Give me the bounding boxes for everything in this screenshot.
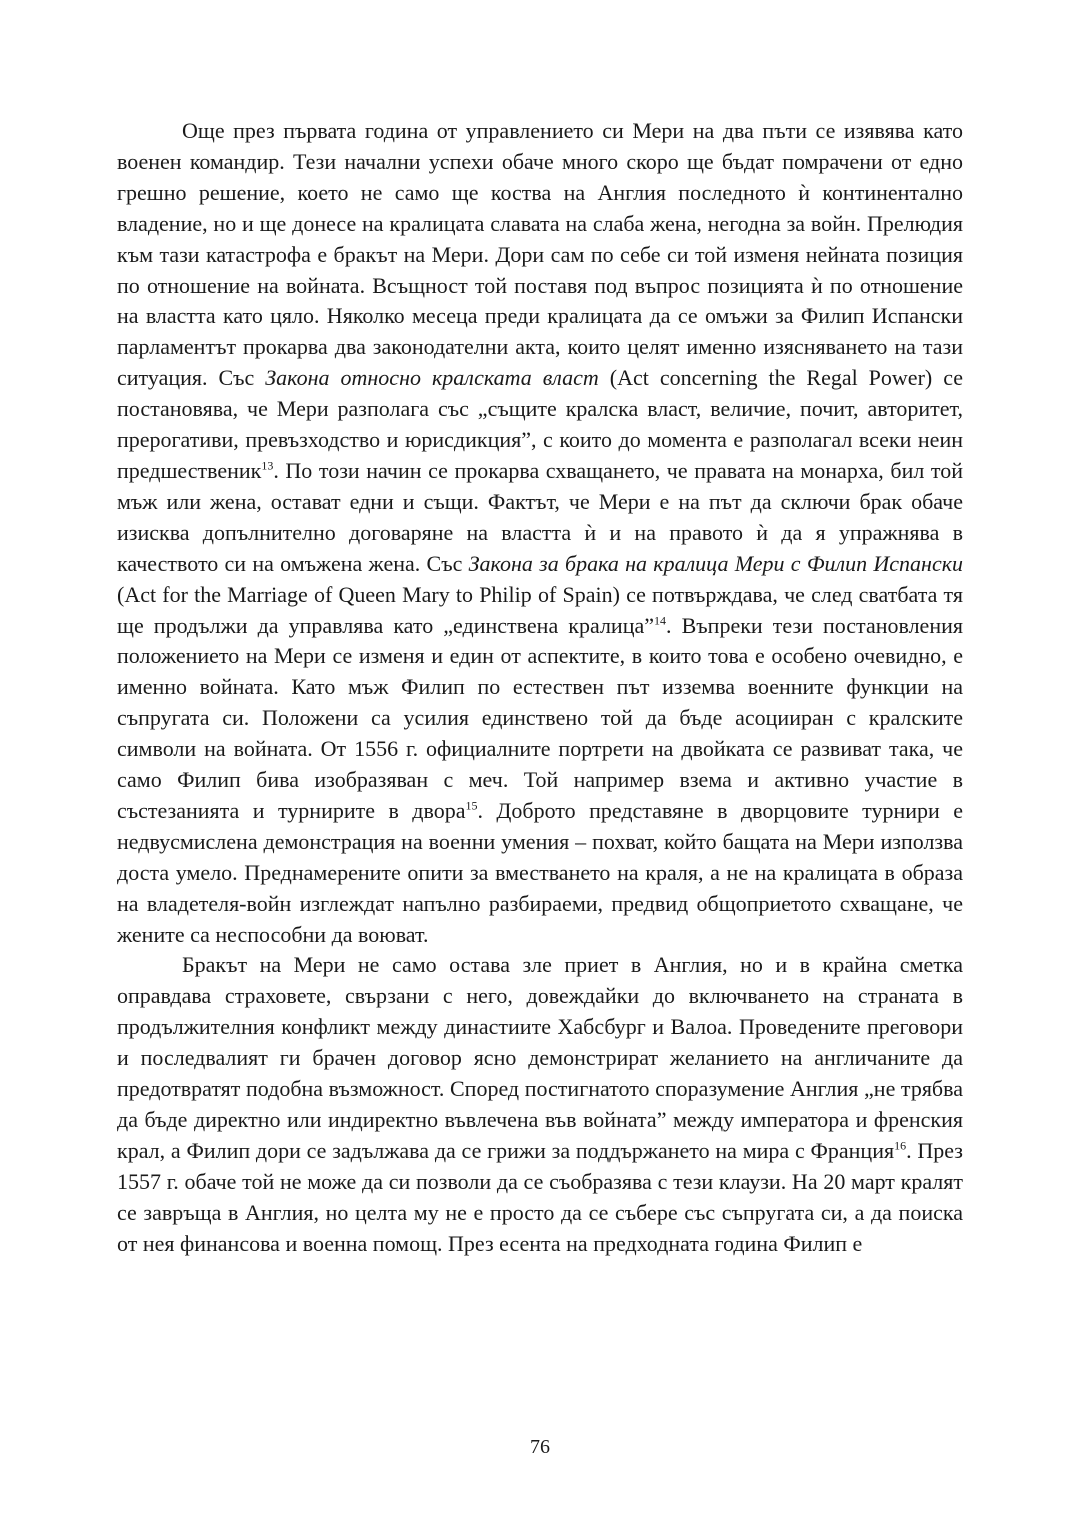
page-number: 76	[530, 1436, 550, 1458]
text-run: Бракът на Мери не само остава зле приет в Англия, но и в крайна сметка оправдава страховете, свързани с него, довеждайки до включването на страната в продължителния конфликт между династиите Хабсбург и Валоа. Проведените преговори и последвалият ги брачен договор ясно демонстрират желанието на англичаните да предотвратят подобна възможност. Според постигнатото споразумение Англия „не трябва да бъде директно или индиректно въвлечена във войната” между императора и френския крал, а Филип дори се задължава да се грижи за поддържането на мира с Франция	[117, 952, 963, 1163]
body-text	[117, 116, 963, 1260]
act-title: Закона относно кралската власт	[265, 365, 599, 391]
footnote-ref: 16	[894, 1138, 907, 1153]
footnote-ref: 13	[261, 458, 274, 473]
text-run: (Act for the Marriage of Queen Mary to Philip of Spain) се потвърждава, че след сватбата тя ще продължи да управлява като „единствена кралица”	[117, 581, 963, 638]
text-run: . Доброто представяне в дворцовите турнири е недвусмислена демонстрация на военни умения – похват, който бащата на Мери използва доста умело. Преднамерените опити за вместването на краля, а не на кралицата в образа на владетеля-войн изглеждат напълно разбираеми, предвид общоприетото схващане, че жените са неспособни да воюват.	[117, 797, 963, 947]
act-title: Закона за брака на кралица Мери с Филип Испански	[468, 550, 963, 576]
text-run: . По този начин се прокарва схващането, че правата на монарха, бил той мъж или жена, остават едни и същи. Фактът, че Мери е на път да сключи брак обаче изисква допълнително договаряне на властта ѝ и на правото ѝ да я упражнява в качеството си на омъжена жена. Със	[117, 457, 963, 576]
text-run: (Act concerning the Regal Power) се постановява, че Мери разполага със „същите кралска власт, величие, почит, авторитет, прерогативи, превъзходство и юрисдикция”, с които до момента е разполагал всеки неин предшественик	[117, 365, 963, 483]
text-run: . Въпреки тези постановления положението на Мери се изменя и един от аспектите, в които това е особено очевидно, е именно войната. Като мъж Филип по естествен път изземва военните функции на съпругата си. Положени са усилия единствено той да бъде асоцииран с кралските символи на войната. От 1556 г. официалните портрети на двойката се развиват така, че само Филип бива изобразяван с меч. Той например взема и активно участие в състезанията и турнирите в двора	[117, 612, 963, 823]
paragraph	[117, 950, 963, 1259]
text-run: Още през първата година от управлението си Мери на два пъти се изявява като военен командир. Тези начални успехи обаче много скоро ще бъдат помрачени от едно грешно решение, което не само ще коства на Англия последното ѝ континентално владение, но и ще донесе на кралицата славата на слаба жена, негодна за войн. Прелюдия към тази катастрофа е бракът на Мери. Дори сам по себе си той изменя нейната позиция по отношение на войната. Всъщност той поставя под въпрос позицията ѝ по отношение на властта като цяло. Няколко месеца преди кралицата да се омъжи за Филип Испански парламентът прокарва два законодателни акта, които целят именно изясняването на тази ситуация. Със	[117, 118, 963, 391]
footnote-ref: 14	[654, 613, 667, 628]
text-run: . През 1557 г. обаче той не може да си позволи да се съобразява с тези клаузи. На 20 март кралят се завръща в Англия, но целта му не е просто да се събере със съпругата си, а да поиска от нея финансова и военна помощ. През есента на предходната година Филип е	[117, 1137, 963, 1256]
paragraph	[117, 116, 963, 950]
footnote-ref: 15	[465, 798, 478, 813]
